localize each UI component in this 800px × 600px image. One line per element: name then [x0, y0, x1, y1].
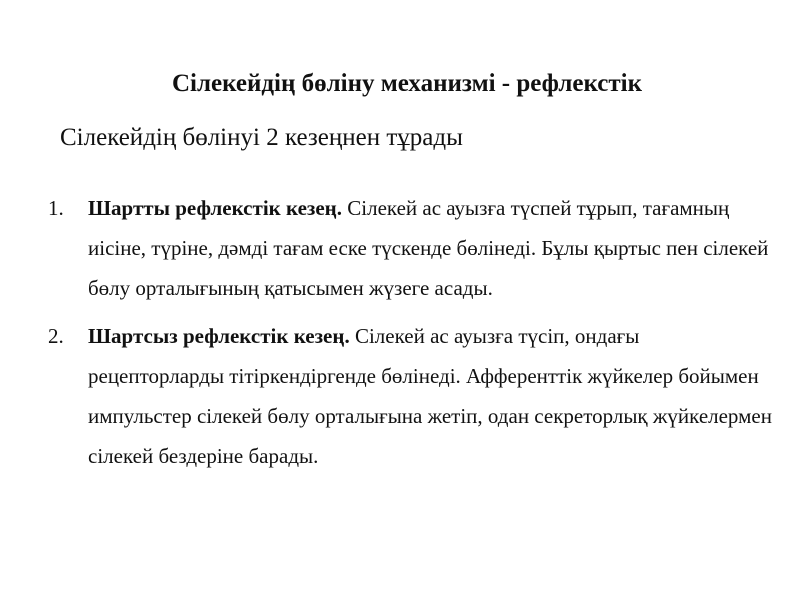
- step-number: 1.: [48, 196, 64, 220]
- step-2: [48, 316, 772, 476]
- slide-subtitle: Сілекейдің бөлінуі 2 кезеңнен тұрады: [60, 124, 463, 151]
- step-heading: Шартты рефлекстік кезең.: [88, 196, 343, 220]
- slide-title: Сілекейдің бөліну механизмі - рефлекстік: [172, 70, 642, 97]
- step-number: 2.: [48, 324, 64, 348]
- step-text: Сілекей ас ауызға түспей тұрып, тағамның иісіне, түріне, дәмді тағам еске түскенде бөлінеді. Бұлы қыртыс пен сілекей бөлу орталығының қатысымен жүзеге асады.: [88, 196, 769, 300]
- step-1: [48, 188, 772, 308]
- steps-list: [48, 188, 772, 476]
- step-heading: Шартсыз рефлекстік кезең.: [88, 324, 350, 348]
- step-text: Сілекей ас ауызға түсіп, ондағы рецепторларды тітіркендіргенде бөлінеді. Афференттік жүйкелер бойымен импульстер сілекей бөлу орталығына жетіп, одан секреторлық жүйкелермен сілекей бездеріне барады.: [88, 324, 772, 468]
